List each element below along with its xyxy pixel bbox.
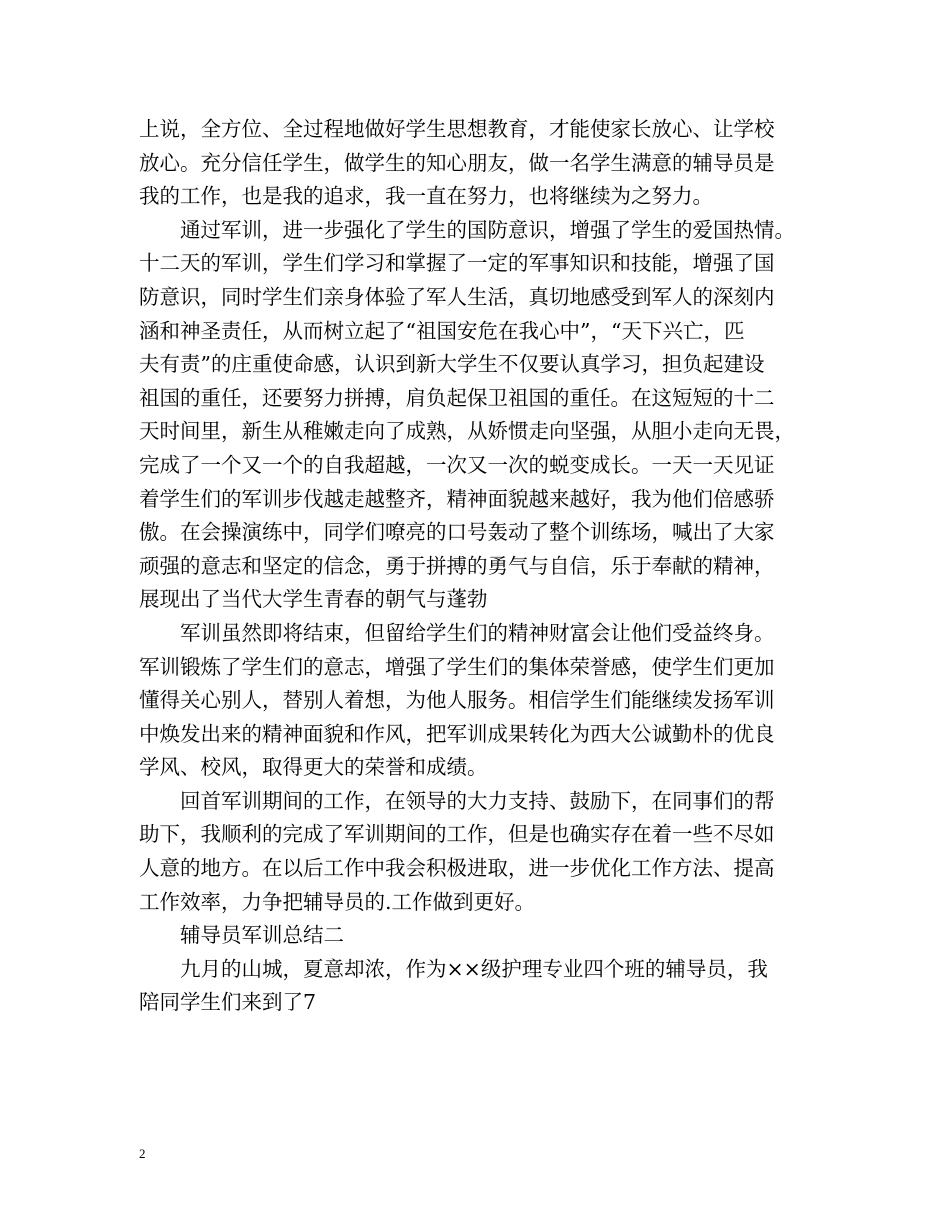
text-line: 天时间里，新生从稚嫩走向了成熟，从娇惯走向坚强，从胆小走向无畏， <box>139 419 795 444</box>
text-line: 辅导员军训总结二 <box>180 923 344 948</box>
text-line: 军训锻炼了学生们的意志，增强了学生们的集体荣誉感，使学生们更加 <box>139 654 775 679</box>
text-line: 着学生们的军训步伐越走越整齐，精神面貌越来越好，我为他们倍感骄 <box>139 486 775 511</box>
text-line: 展现出了当代大学生青春的朝气与蓬勃 <box>139 587 488 612</box>
text-line: 中焕发出来的精神面貌和作风，把军训成果转化为西大公诚勤朴的优良 <box>139 721 775 746</box>
text-line: 通过军训，进一步强化了学生的国防意识，增强了学生的爱国热情。 <box>180 217 795 242</box>
text-line: 懂得关心别人，替别人着想，为他人服务。相信学生们能继续发扬军训 <box>139 688 775 713</box>
page-number: 2 <box>139 1146 146 1161</box>
text-line: 我的工作，也是我的追求，我一直在努力，也将继续为之努力。 <box>139 184 713 209</box>
text-line: 顽强的意志和坚定的信念，勇于拼搏的勇气与自信，乐于奉献的精神， <box>139 553 775 578</box>
text-line: 回首军训期间的工作，在领导的大力支持、鼓励下，在同事们的帮 <box>180 788 775 813</box>
text-line: 十二天的军训，学生们学习和掌握了一定的军事知识和技能，增强了国 <box>139 251 775 276</box>
body-text <box>139 113 819 1020</box>
text-line: 军训虽然即将结束，但留给学生们的精神财富会让他们受益终身。 <box>180 620 775 645</box>
text-line: 完成了一个又一个的自我超越，一次又一次的蜕变成长。一天一天见证 <box>139 452 775 477</box>
text-line: 傲。在会操演练中，同学们嘹亮的口号轰动了整个训练场，喊出了大家 <box>139 520 775 545</box>
text-line: 上说，全方位、全过程地做好学生思想教育，才能使家长放心、让学校 <box>139 117 775 141</box>
text-line: 防意识，同时学生们亲身体验了军人生活，真切地感受到军人的深刻内 <box>139 284 775 309</box>
text-line: 陪同学生们来到了7 <box>139 990 317 1015</box>
text-line: 九月的山城，夏意却浓，作为××级护理专业四个班的辅导员，我 <box>180 956 768 981</box>
text-line: 学风、校风，取得更大的荣誉和成绩。 <box>139 755 488 780</box>
text-line: 夫有责”的庄重使命感，认识到新大学生不仅要认真学习，担负起建设 <box>139 352 765 377</box>
text-line: 放心。充分信任学生，做学生的知心朋友，做一名学生满意的辅导员是 <box>139 150 775 175</box>
text-line: 祖国的重任，还要努力拼搏，肩负起保卫祖国的重任。在这短短的十二 <box>139 385 775 410</box>
text-line: 涵和神圣责任，从而树立起了“祖国安危在我心中”，“天下兴亡，匹 <box>139 318 745 343</box>
text-line: 人意的地方。在以后工作中我会积极进取，进一步优化工作方法、提高 <box>139 856 775 881</box>
text-line: 助下，我顺利的完成了军训期间的工作，但是也确实存在着一些不尽如 <box>139 822 775 847</box>
text-line: 工作效率，力争把辅导员的.工作做到更好。 <box>139 889 536 914</box>
